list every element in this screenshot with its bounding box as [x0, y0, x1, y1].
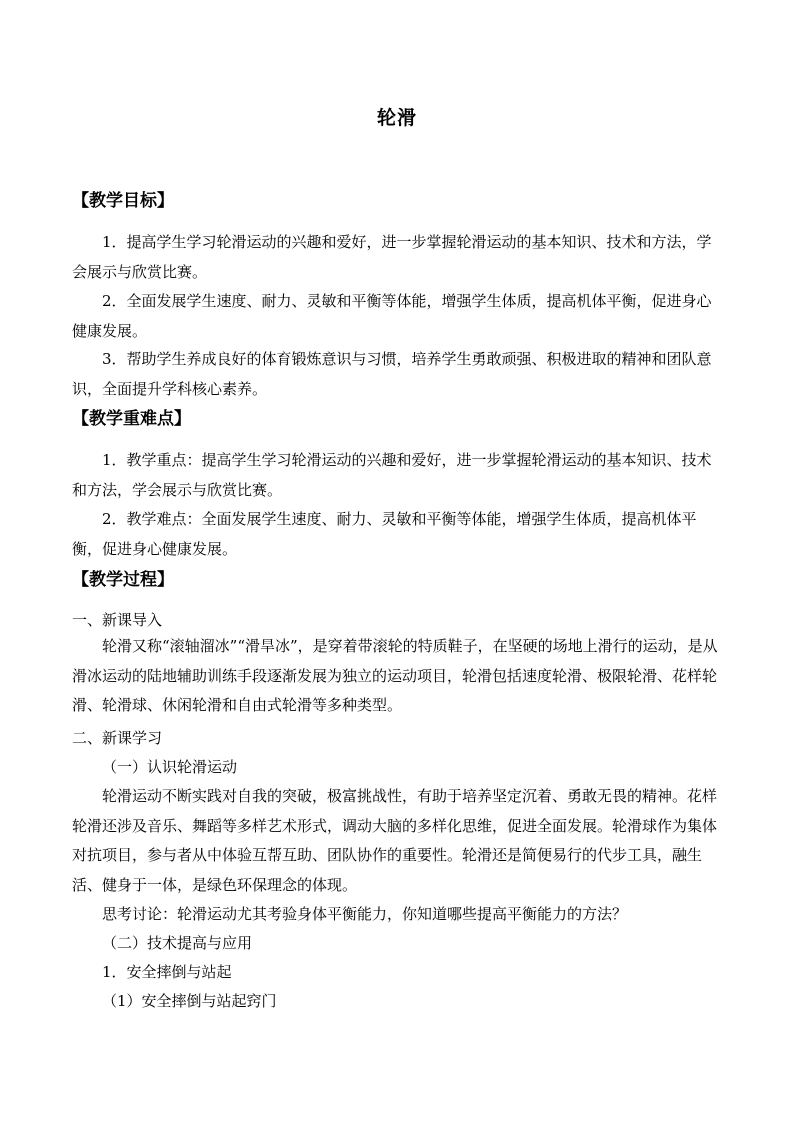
sub1-text: 轮滑运动不断实践对自我的突破，极富挑战性，有助于培养坚定沉着、勇敢无畏的精神。花样轮滑还涉及音乐、舞蹈等多样艺术形式，调动大脑的多样化思维，促进全面发展。轮滑球作为集体对抗项目，参与者从中体验互帮互助、团队协作的重要性。轮滑还是简便易行的代步工具，融生活、健身于一体，是绿色环保理念的体现。	[72, 787, 718, 894]
key-point-item-2: 2．教学难点：全面发展学生速度、耐力、灵敏和平衡等体能，增强学生体质，提高机体平衡，促进身心健康发展。	[72, 510, 697, 558]
item1-title: 1．安全摔倒与站起	[102, 963, 232, 981]
process-heading: 【教学过程】	[72, 570, 174, 590]
key-points-heading: 【教学重难点】	[72, 409, 191, 429]
objectives-heading: 【教学目标】	[72, 191, 174, 211]
key-point-item-1: 1．教学重点：提高学生学习轮滑运动的兴趣和爱好，进一步掌握轮滑运动的基本知识、技术和方法，学会展示与欣赏比赛。	[72, 451, 712, 499]
sub2-title: （二）技术提高与应用	[102, 934, 253, 952]
discussion-text: 思考讨论：轮滑运动尤其考验身体平衡能力，你知道哪些提高平衡能力的方法？	[102, 905, 628, 923]
part1-text: 轮滑又称“滚轴溜冰”“滑旱冰”，是穿着带滚轮的特质鞋子，在坚硬的场地上滑行的运动，是从滑冰运动的陆地辅助训练手段逐渐发展为独立的运动项目，轮滑包括速度轮滑、极限轮滑、花样轮滑、轮滑球、休闲轮滑和自由式轮滑等多种类型。	[72, 637, 718, 714]
objective-item-3: 3．帮助学生养成良好的体育锻炼意识与习惯，培养学生勇敢顽强、积极进取的精神和团队意识，全面提升学科核心素养。	[72, 350, 712, 398]
page-title: 轮滑	[376, 107, 417, 129]
part2-title: 二、新课学习	[72, 729, 163, 747]
part1-title: 一、新课导入	[72, 611, 163, 629]
item1-sub: （1）安全摔倒与站起窍门	[102, 992, 277, 1010]
objective-item-1: 1．提高学生学习轮滑运动的兴趣和爱好，进一步掌握轮滑运动的基本知识、技术和方法，学会展示与欣赏比赛。	[72, 233, 712, 281]
sub1-title: （一）认识轮滑运动	[102, 758, 238, 776]
objective-item-2: 2．全面发展学生速度、耐力、灵敏和平衡等体能，增强学生体质，提高机体平衡，促进身心健康发展。	[72, 292, 712, 340]
